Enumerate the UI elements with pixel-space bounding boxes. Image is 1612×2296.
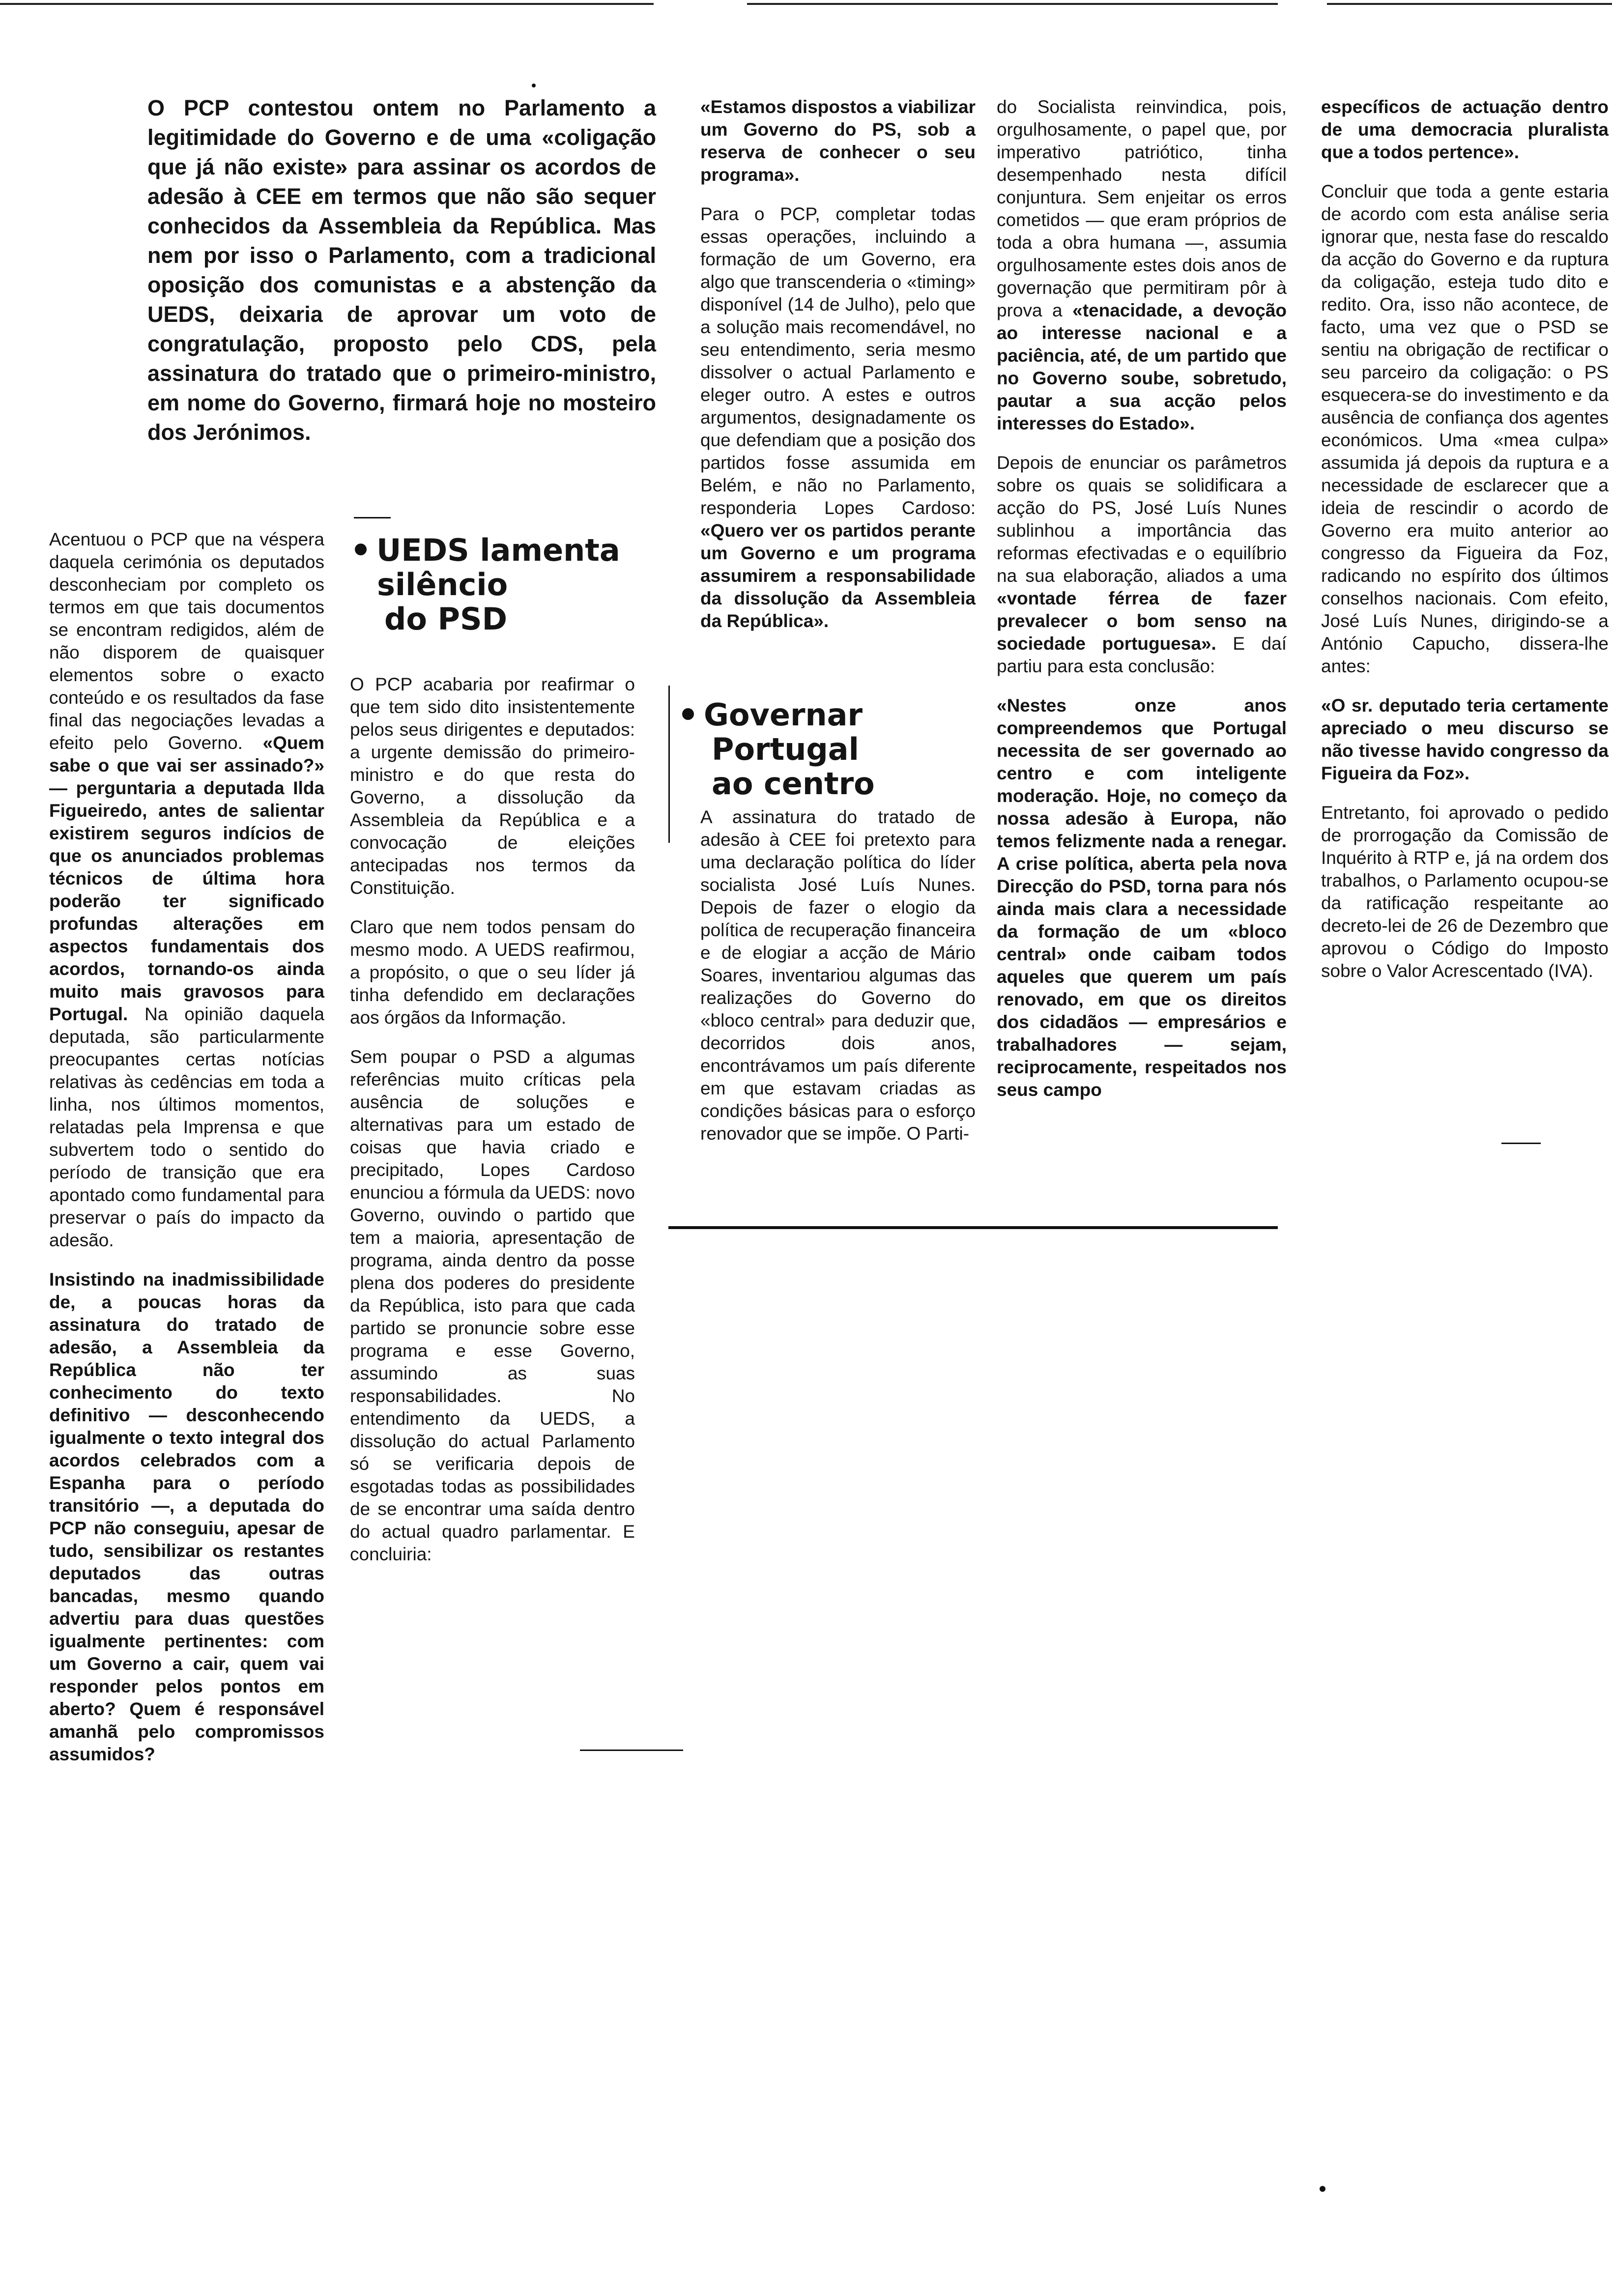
col2-paragraph-3: Sem poupar o PSD a algumas referências muito críticas pela ausência de soluções e alternativas para um estado de coisas que havia criado e precipitado, Lopes Cardoso enunciou a fórmula da UEDS: novo Governo, ouvindo o partido que tem a maioria, apresentação de programa, ainda dentro da posse plena dos poderes do presidente da República, isto para que cada partido se pronuncie sobre esse programa e esse Governo, assumindo as suas responsabilidades. No entendimento da UEDS, a dissolução do actual Parlamento só se verificaria depois de esgotadas todas as possibilidades de se encontrar uma saída dentro do actual quadro parlamentar. E concluiria: (350, 1047, 635, 1564)
col2-paragraph-1: O PCP acabaria por reafirmar o que tem sido dito insistentemente pelos seus dirigentes e deputados: a urgente demissão do primeiro-ministro e do que resta do Governo, a dissolução da Assembleia da República e a convocação de eleições antecipadas nos termos da Constituição. (350, 674, 635, 898)
col4-p1-text: do Socialista reinvindica, pois, orgulhosamente, o papel que, por imperativo patriótico, tinha desempenhado nesta difícil conjuntura. Sem enjeitar os erros cometidos — que eram próprios de toda a obra humana —, assumia orgulhosamente estes dois anos de governação que permitiram pôr à prova a (997, 97, 1287, 320)
col4-p2-bold: «vontade férrea de fazer prevalecer o bom senso na sociedade portuguesa». (997, 588, 1287, 654)
col1-p1-bold: «Quem sabe o que vai ser assinado?» — perguntaria a deputada Ilda Figueiredo, antes de salientar existirem seguros indícios de que os anunciados problemas técnicos de última hora poderão ter significado profundas alterações em aspectos fundamentais dos acordos, tornando-os ainda muito mais gravosos para Portugal. (49, 733, 325, 1024)
top-rule-left (0, 3, 654, 5)
col3-subheading (682, 698, 967, 801)
col3-quote-1: «Estamos dispostos a viabilizar um Governo do PS, sob a reserva de conhecer o seu programa». (700, 97, 976, 185)
column-3-continued (700, 806, 976, 1162)
col2-end-rule (580, 1750, 683, 1751)
col3-heading-line-2: Portugal (712, 731, 859, 767)
column-5 (1321, 96, 1609, 999)
scan-speck (532, 84, 536, 87)
col3-vertical-rule (668, 686, 670, 843)
col4-quote: «Nestes onze anos compreendemos que Portugal necessita de ser governado ao centro e com inteligente moderação. Hoje, no começo da nossa adesão à Europa, não temos felizmente nada a renegar. A crise política, aberta pela nova Direcção do PSD, torna para nós ainda mais clara a necessidade da formação de um «bloco central» onde caibam todos aqueles que querem um país renovado, em que os direitos dos cidadãos — empresários e trabalhadores — sejam, reciprocamente, respeitados nos seus campo (997, 695, 1287, 1100)
col5-end-rule (1501, 1143, 1541, 1144)
col5-paragraph-1: Concluir que toda a gente estaria de acordo com esta análise seria ignorar que, nesta fase do rescaldo da acção do Governo e da ruptura da coligação, esteja tudo dito e redito. Ora, isso não acontece, de facto, uma vez que o PSD se sentiu na obrigação de rectificar o seu parceiro da coligação: o PS esquecera-se do investimento e da ausência de confiança dos agentes económicos. Uma «mea culpa» assumida já depois da ruptura e a necessidade de esclarecer que a ideia de rescindir o acordo de Governo era muito anterior ao congresso da Figueira da Foz, radicando no espírito dos últimos conselhos nacionais. Com efeito, José Luís Nunes, dirigindo-se a António Capucho, dissera-lhe antes: (1321, 181, 1609, 676)
col1-paragraph-1 (49, 528, 324, 1252)
top-rule-middle (747, 3, 1278, 5)
col3-quote-2: «Quero ver os partidos perante um Governo e um programa assumirem a responsabilidade da dissolução da Assembleia da República». (700, 520, 976, 631)
bullet-icon (355, 544, 367, 555)
col4-paragraph-1 (997, 96, 1287, 435)
lead-paragraph (147, 93, 656, 464)
col2-subheading (355, 533, 630, 636)
scan-speck (1320, 2186, 1325, 2192)
col4-end-rule (668, 1226, 1278, 1229)
col2-top-rule (354, 517, 391, 518)
col1-p1-end: Na opinião daquela deputada, são particularmente preocupantes certas notícias relativas às cedências em toda a linha, nos últimos momentos, relatadas pela Imprensa e que subvertem todo o sentido do período de transição que era apontado como fundamental para preservar o país do impacto da adesão. (49, 1004, 324, 1250)
col2-paragraph-2: Claro que nem todos pensam do mesmo modo. A UEDS reafirmou, a propósito, o que o seu líder já tinha defendido em declarações aos órgãos da Informação. (350, 917, 635, 1028)
column-2 (350, 673, 635, 1582)
col4-paragraph-2 (997, 452, 1287, 678)
col1-paragraph-2: Insistindo na inadmissibilidade de, a poucas horas da assinatura do tratado de adesão, a Assembleia da República não ter conhecimento do texto definitivo — desconhecendo igualmente o texto integral dos acordos celebrados com a Espanha para o período transitório —, a deputada do PCP não conseguiu, apesar de tudo, sensibilizar os restantes deputados das outras bancadas, mesmo quando advertiu para duas questões igualmente pertinentes: com um Governo a cair, quem vai responder pelos pontos em aberto? Quem é responsável amanhã pelo compromissos assumidos? (49, 1269, 324, 1764)
col5-bold-opening: específicos de actuação dentro de uma democracia pluralista que a todos pertence». (1321, 97, 1609, 162)
bullet-icon (682, 708, 694, 720)
col3-paragraph-1 (700, 203, 976, 632)
col5-paragraph-2: Entretanto, foi aprovado o pedido de prorrogação da Comissão de Inquérito à RTP e, já na ordem dos trabalhos, o Parlamento ocupou-se da ratificação respeitante ao decreto-lei de 26 de Dezembro que aprovou o Código do Imposto sobre o Valor Acrescentado (IVA). (1321, 803, 1609, 981)
col4-p2-text: Depois de enunciar os parâmetros sobre os quais se solidificara a acção do PS, José Luís Nunes sublinhou a importância das reformas efectivadas e o equilíbrio na sua elaboração, aliados a uma (997, 453, 1287, 586)
col4-p1-bold: «tenacidade, a devoção ao interesse nacional e a paciência, até, de um partido que no Governo soube, sobretudo, pautar a sua acção pelos interesses do Estado». (997, 300, 1287, 433)
col2-heading-line-1: UEDS lamenta (355, 533, 630, 568)
col3-p1-text: Para o PCP, completar todas essas operações, incluindo a formação de um Governo, era algo que transcenderia o «timing» disponível (14 de Julho), pelo que a solução mais recomendável, no seu entendimento, seria mesmo dissolver o actual Parlamento e eleger outro. A estes e outros argumentos, designadamente os que defendiam que a posição dos partidos fosse assumida em Belém, e não no Parlamento, responderia Lopes Cardoso: (700, 204, 976, 518)
col5-quote: «O sr. deputado teria certamente apreciado o meu discurso se não tivesse havido congresso da Figueira da Foz». (1321, 695, 1609, 783)
col2-heading-line-2: silêncio (377, 567, 508, 603)
column-4 (997, 96, 1287, 1118)
col3-heading-line-1: Governar (682, 698, 967, 732)
lead-text: O PCP contestou ontem no Parlamento a legitimidade do Governo e de uma «coligação que já não existe» para assinar os acordos de adesão à CEE em termos que não são sequer conhecidos da Assembleia da República. Mas nem por isso o Parlamento, com a tradicional oposição dos comunistas e a abstenção da UEDS, deixaria de aprovar um voto de congratulação, proposto pelo CDS, pela assinatura do tratado que o primeiro-ministro, em nome do Governo, firmará hoje no mosteiro dos Jerónimos. (147, 95, 656, 445)
column-1 (49, 528, 324, 1782)
col3-heading-line-3: ao centro (712, 766, 875, 802)
col4-p2-end: E daí partiu para esta conclusão: (997, 633, 1287, 676)
col3-paragraph-2: A assinatura do tratado de adesão à CEE foi pretexto para uma declaração política do líder socialista José Luís Nunes. Depois de fazer o elogio da política de recuperação financeira e de elogiar a acção de Mário Soares, inventariou algumas das realizações do Governo do «bloco central» para deduzir que, decorridos dois anos, encontrávamos um país diferente em que estavam criadas as condições básicas para o esforço renovador que se impõe. O Parti- (700, 807, 976, 1144)
top-rule-right (1327, 3, 1612, 5)
col2-heading-line-3: do PSD (384, 601, 508, 637)
col1-p1-text: Acentuou o PCP que na véspera daquela cerimónia os deputados desconheciam por completo os termos em que tais documentos se encontram redigidos, além de não disporem de quaisquer elementos sobre o exacto conteúdo e os resultados da fase final das negociações levadas a efeito pelo Governo. (49, 529, 324, 753)
column-3 (700, 96, 976, 649)
